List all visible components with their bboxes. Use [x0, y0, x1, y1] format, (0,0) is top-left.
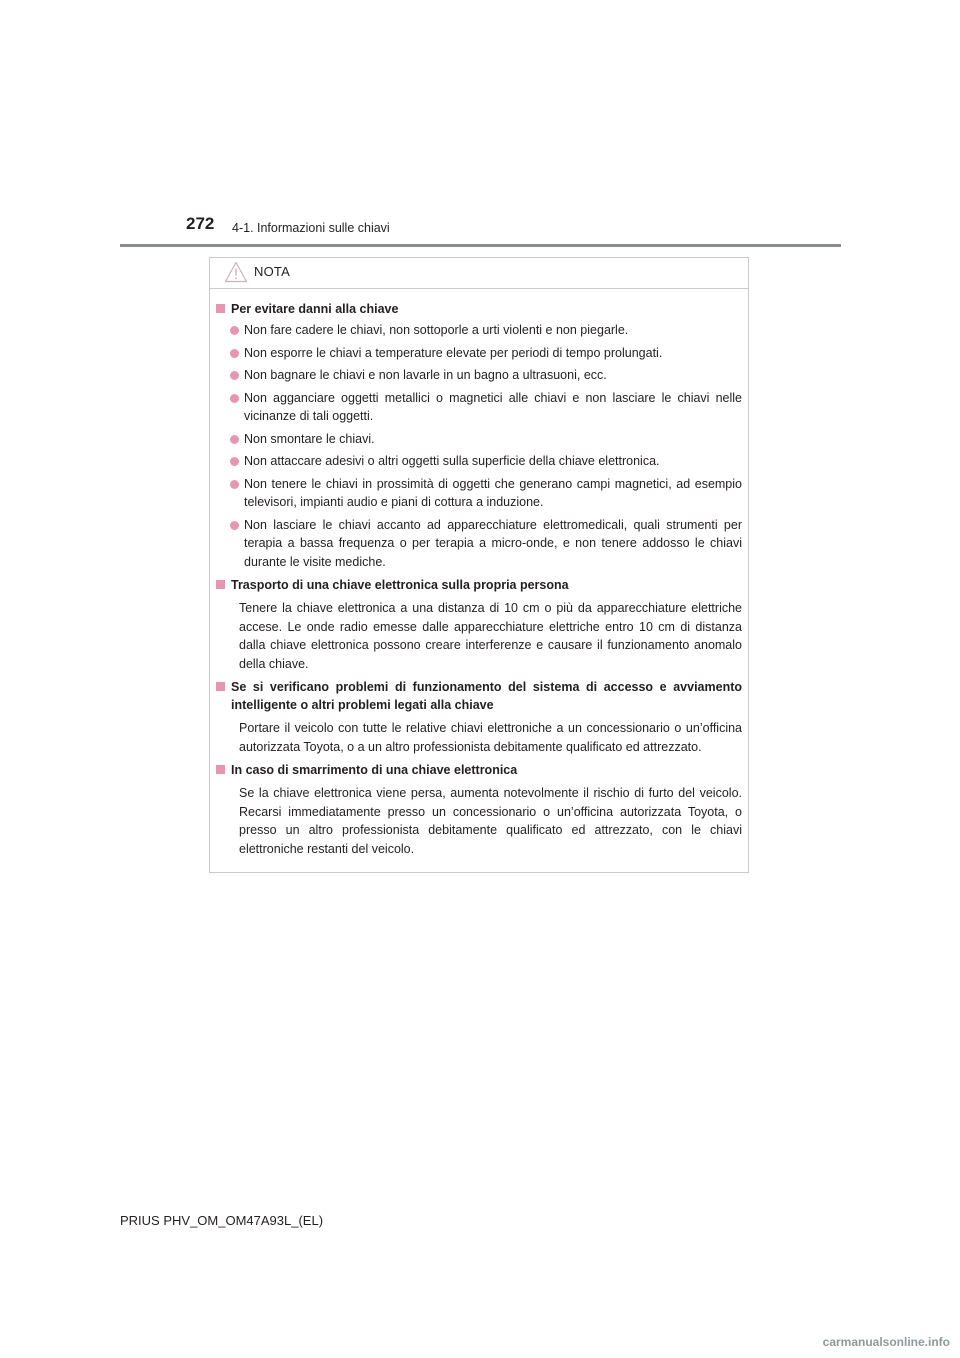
notice-section-key-damage [216, 300, 742, 571]
list-item: Non smontare le chiavi. [230, 430, 742, 449]
circle-bullet-icon [230, 349, 239, 358]
notice-header [210, 258, 748, 289]
section-paragraph: Tenere la chiave elettronica a una distanza di 10 cm o più da apparecchiature elettriche accese. Le onde radio emesse dalle apparecchiature elettriche entro 10 cm di distanza dalla chiave elettronica possono creare interferenze e causare il funzionamento anomalo della chiave. [239, 601, 742, 671]
list-item: Non lasciare le chiavi accanto ad apparecchiature elettromedicali, quali strumenti per terapia a bassa frequenza o per terapia a micro-onde, e non tenere addosso le chiavi durante le visite mediche. [230, 516, 742, 572]
circle-bullet-icon [230, 326, 239, 335]
watermark-link[interactable]: carmanualsonline.info [822, 1335, 950, 1349]
list-item: Non esporre le chiavi a temperature elevate per periodi di tempo prolungati. [230, 344, 742, 363]
section-heading: Se si verificano problemi di funzionamento del sistema di accesso e avviamento intelligente o altri problemi legati alla chiave [216, 678, 742, 714]
warning-triangle-icon [224, 261, 248, 283]
manual-code: PRIUS PHV_OM_OM47A93L_(EL) [120, 1213, 324, 1228]
list-item: Non bagnare le chiavi e non lavarle in un bagno a ultrasuoni, ecc. [230, 366, 742, 385]
circle-bullet-icon [230, 457, 239, 466]
circle-bullet-icon [230, 521, 239, 530]
square-bullet-icon [216, 304, 225, 313]
notice-section-malfunction [216, 678, 742, 756]
square-bullet-icon [216, 765, 225, 774]
circle-bullet-icon [230, 371, 239, 380]
notice-body [210, 289, 748, 858]
bullet-list [230, 321, 742, 571]
square-bullet-icon [216, 682, 225, 691]
circle-bullet-icon [230, 394, 239, 403]
square-bullet-icon [216, 580, 225, 589]
list-item: Non fare cadere le chiavi, non sottoporle a urti violenti e non piegarle. [230, 321, 742, 340]
header-rule [120, 244, 841, 247]
section-heading: Per evitare danni alla chiave [216, 300, 742, 318]
circle-bullet-icon [230, 480, 239, 489]
section-heading: Trasporto di una chiave elettronica sulla propria persona [216, 576, 742, 594]
section-title: 4-1. Informazioni sulle chiavi [232, 221, 390, 235]
section-paragraph: Se la chiave elettronica viene persa, aumenta notevolmente il rischio di furto del veicolo. Recarsi immediatamente presso un concessionario o un’officina autorizzata Toyota, o presso un altro professionista debitamente qualificato ed attrezzato, con le chiavi elettroniche restanti del veicolo. [239, 786, 742, 856]
notice-label: NOTA [254, 264, 290, 279]
page-number: 272 [186, 214, 215, 233]
list-item: Non agganciare oggetti metallici o magnetici alle chiavi e non lasciare le chiavi nelle vicinanze di tali oggetti. [230, 389, 742, 426]
section-heading: In caso di smarrimento di una chiave elettronica [216, 761, 742, 779]
list-item: Non attaccare adesivi o altri oggetti sulla superficie della chiave elettronica. [230, 452, 742, 471]
notice-box [209, 257, 749, 873]
notice-section-lost-key [216, 761, 742, 858]
section-paragraph: Portare il veicolo con tutte le relative chiavi elettroniche a un concessionario o un’officina autorizzata Toyota, o a un altro professionista debitamente qualificato ed attrezzato. [239, 721, 742, 754]
circle-bullet-icon [230, 435, 239, 444]
list-item: Non tenere le chiavi in prossimità di oggetti che generano campi magnetici, ad esempio televisori, impianti audio e piani di cottura a induzione. [230, 475, 742, 512]
notice-section-carrying-key [216, 576, 742, 673]
